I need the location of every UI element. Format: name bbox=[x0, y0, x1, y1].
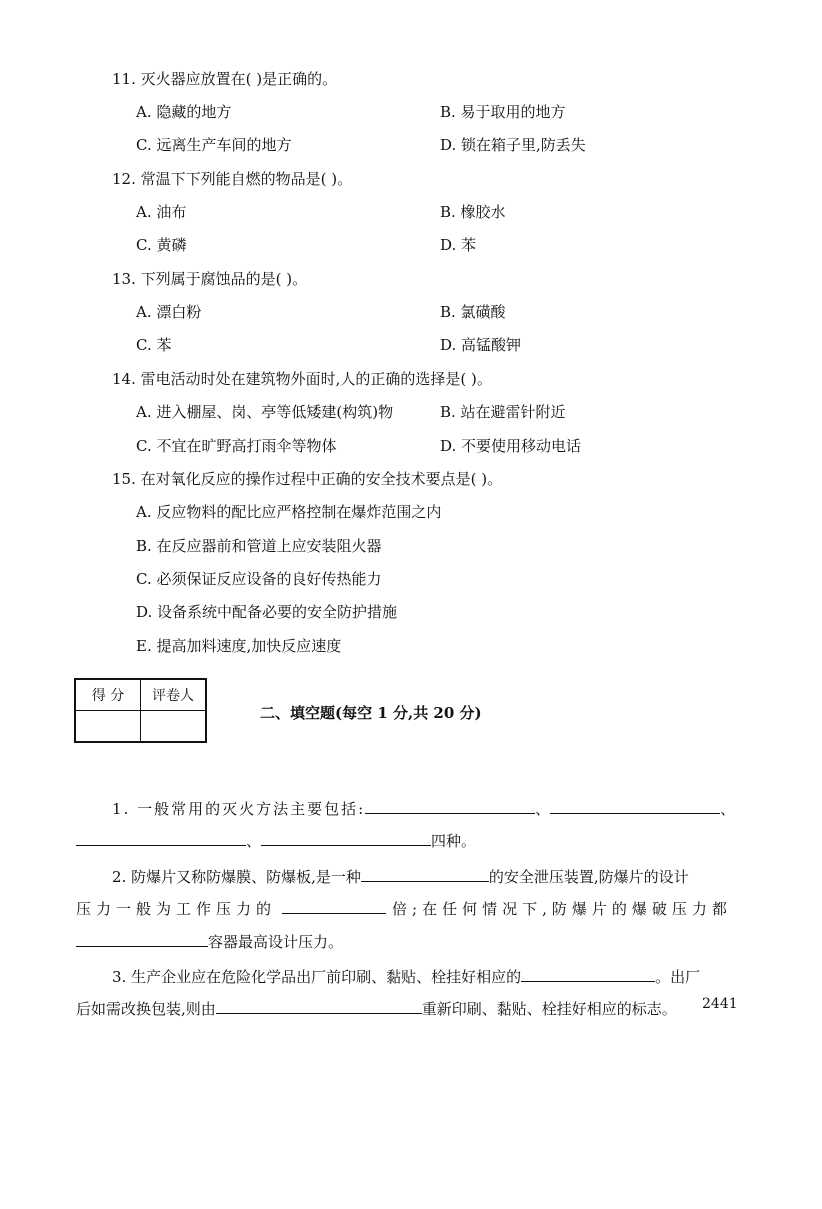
fill-2-line-1 bbox=[76, 866, 748, 887]
question-14-option-b: B. 站在避雷针附近 bbox=[440, 403, 566, 421]
question-15-option-d: D. 设备系统中配备必要的安全防护措施 bbox=[136, 603, 398, 621]
grader-cell[interactable] bbox=[141, 711, 207, 743]
fill-1-end: 四种。 bbox=[431, 832, 477, 850]
fill-1-blank-1[interactable] bbox=[365, 799, 535, 814]
fill-3-line-1 bbox=[76, 966, 748, 987]
question-14-option-d: D. 不要使用移动电话 bbox=[440, 437, 582, 455]
grader-header: 评卷人 bbox=[141, 679, 207, 711]
fill-2-text-e: 容器最高设计压力。 bbox=[208, 933, 344, 951]
fill-2-blank-1[interactable] bbox=[361, 867, 489, 882]
fill-1-line-1 bbox=[76, 798, 748, 819]
section-2-title: 二、填空题(每空 1 分,共 20 分) bbox=[260, 704, 482, 722]
question-12-option-b: B. 橡胶水 bbox=[440, 203, 506, 221]
question-12-option-d: D. 苯 bbox=[440, 236, 477, 254]
fill-2-text-c: 压力一般为工作压力的 bbox=[76, 900, 277, 918]
question-14-option-c: C. 不宜在旷野高打雨伞等物体 bbox=[136, 437, 337, 455]
fill-1-line-2 bbox=[76, 830, 748, 851]
fill-2-text-b: 的安全泄压装置,防爆片的设计 bbox=[488, 868, 689, 886]
question-11-stem: 11. 灭火器应放置在( )是正确的。 bbox=[112, 70, 338, 88]
question-12-option-a: A. 油布 bbox=[136, 203, 187, 221]
question-12-option-c: C. 黄磷 bbox=[136, 236, 187, 254]
fill-3-text-b: 。出厂 bbox=[655, 968, 701, 986]
fill-2-blank-3[interactable] bbox=[76, 932, 208, 947]
question-13-option-d: D. 高锰酸钾 bbox=[440, 336, 522, 354]
score-table bbox=[74, 678, 207, 743]
fill-1-blank-3[interactable] bbox=[76, 831, 246, 846]
question-15-stem: 15. 在对氧化反应的操作过程中正确的安全技术要点是( )。 bbox=[112, 470, 503, 488]
question-13-option-a: A. 漂白粉 bbox=[136, 303, 202, 321]
page-number: 2441 bbox=[702, 996, 738, 1012]
question-11-option-c: C. 远离生产车间的地方 bbox=[136, 136, 292, 154]
fill-1-sep-2: 、 bbox=[720, 800, 736, 818]
fill-2-text-a: 2. 防爆片又称防爆膜、防爆板,是一种 bbox=[112, 868, 361, 886]
question-13-option-b: B. 氯磺酸 bbox=[440, 303, 506, 321]
question-13-stem: 13. 下列属于腐蚀品的是( )。 bbox=[112, 270, 308, 288]
fill-1-sep-3: 、 bbox=[246, 832, 262, 850]
fill-3-text-c: 后如需改换包装,则由 bbox=[76, 1000, 216, 1018]
question-15-option-c: C. 必须保证反应设备的良好传热能力 bbox=[136, 570, 382, 588]
fill-1-blank-2[interactable] bbox=[550, 799, 720, 814]
question-13-option-c: C. 苯 bbox=[136, 336, 172, 354]
score-cell[interactable] bbox=[75, 711, 141, 743]
question-14-option-a: A. 进入棚屋、岗、亭等低矮建(构筑)物 bbox=[136, 403, 394, 421]
score-header: 得 分 bbox=[75, 679, 141, 711]
fill-1-blank-4[interactable] bbox=[261, 831, 431, 846]
fill-2-line-2 bbox=[76, 898, 748, 919]
question-11-option-d: D. 锁在箱子里,防丢失 bbox=[440, 136, 586, 154]
question-15-option-a: A. 反应物料的配比应严格控制在爆炸范围之内 bbox=[136, 503, 442, 521]
fill-3-text-d: 重新印刷、黏贴、栓挂好相应的标志。 bbox=[421, 1000, 677, 1018]
fill-3-text-a: 3. 生产企业应在危险化学品出厂前印刷、黏贴、栓挂好相应的 bbox=[112, 968, 522, 986]
fill-2-text-d: 倍;在任何情况下,防爆片的爆破压力都 bbox=[392, 900, 732, 918]
fill-3-blank-1[interactable] bbox=[521, 967, 655, 982]
question-14-stem: 14. 雷电活动时处在建筑物外面时,人的正确的选择是( )。 bbox=[112, 370, 492, 388]
fill-3-blank-2[interactable] bbox=[216, 999, 422, 1014]
fill-1-text: 1. 一般常用的灭火方法主要包括: bbox=[112, 800, 366, 818]
fill-3-line-2 bbox=[76, 998, 748, 1019]
question-11-option-b: B. 易于取用的地方 bbox=[440, 103, 566, 121]
question-15-option-e: E. 提高加料速度,加快反应速度 bbox=[136, 637, 342, 655]
fill-1-sep-1: 、 bbox=[535, 800, 551, 818]
fill-2-line-3 bbox=[76, 931, 748, 952]
question-15-option-b: B. 在反应器前和管道上应安装阻火器 bbox=[136, 537, 382, 555]
question-12-stem: 12. 常温下下列能自燃的物品是( )。 bbox=[112, 170, 353, 188]
fill-2-blank-2[interactable] bbox=[282, 899, 386, 914]
question-11-option-a: A. 隐藏的地方 bbox=[136, 103, 232, 121]
